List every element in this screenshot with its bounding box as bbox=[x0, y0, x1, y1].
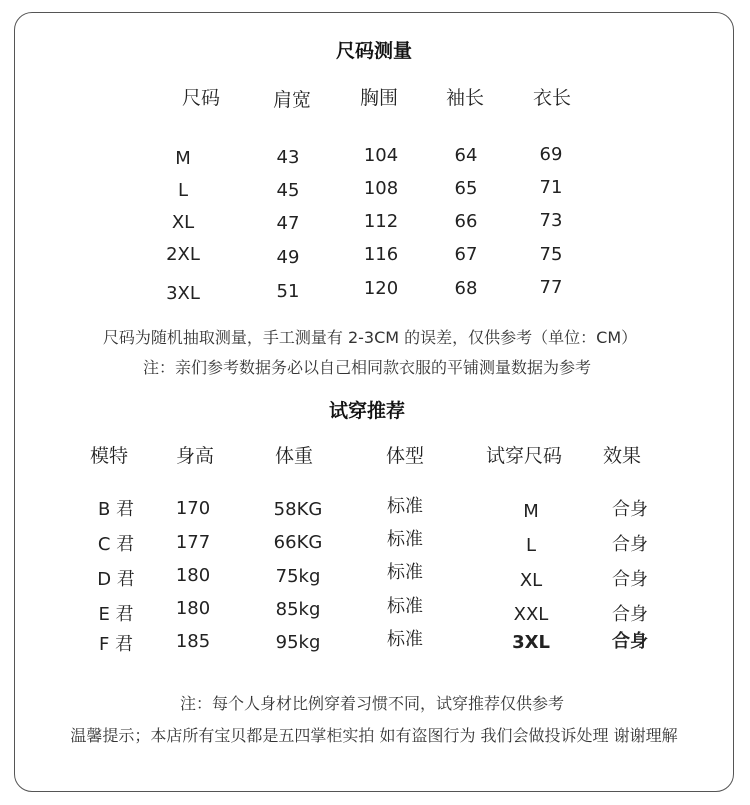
size-cell: 65 bbox=[454, 178, 478, 199]
size-cell: 3XL bbox=[166, 283, 200, 304]
size-cell: 71 bbox=[539, 177, 563, 198]
size-section-title: 尺码测量 bbox=[335, 40, 413, 62]
size-cell: 51 bbox=[276, 281, 300, 302]
size-header-length: 衣长 bbox=[532, 87, 572, 109]
size-cell: 67 bbox=[454, 244, 478, 265]
fit-cell: 标准 bbox=[387, 496, 423, 517]
size-cell: 43 bbox=[276, 147, 300, 168]
fit-cell: XXL bbox=[513, 604, 549, 625]
size-cell: 120 bbox=[363, 278, 399, 299]
size-cell: 75 bbox=[539, 244, 563, 265]
fit-cell: 3XL bbox=[512, 632, 550, 653]
size-header-chest: 胸围 bbox=[359, 87, 399, 109]
fit-cell: B 君 bbox=[97, 499, 135, 520]
fit-header-model: 模特 bbox=[89, 445, 129, 467]
size-cell: 66 bbox=[454, 211, 478, 232]
size-cell: 45 bbox=[276, 180, 300, 201]
fit-cell: 58KG bbox=[273, 499, 323, 520]
size-cell: 47 bbox=[276, 213, 300, 234]
fit-cell: 85kg bbox=[275, 599, 321, 620]
fit-cell: 合身 bbox=[612, 631, 648, 652]
fit-cell: 180 bbox=[175, 565, 211, 586]
size-cell: 108 bbox=[363, 178, 399, 199]
size-cell: 112 bbox=[363, 211, 399, 232]
size-cell: XL bbox=[171, 212, 195, 233]
size-cell: 68 bbox=[454, 278, 478, 299]
fit-header-body-type: 体型 bbox=[385, 445, 425, 467]
fit-cell: 合身 bbox=[612, 604, 648, 625]
fit-cell: 标准 bbox=[387, 596, 423, 617]
fit-cell: 标准 bbox=[387, 629, 423, 650]
fit-header-weight: 体重 bbox=[274, 445, 314, 467]
fit-cell: M bbox=[523, 501, 539, 522]
size-cell: 2XL bbox=[166, 244, 200, 265]
fit-header-size: 试穿尺码 bbox=[485, 445, 563, 467]
size-header-size: 尺码 bbox=[181, 87, 221, 109]
fit-header-height: 身高 bbox=[175, 445, 215, 467]
fit-cell: D 君 bbox=[97, 569, 135, 590]
fit-cell: 合身 bbox=[612, 569, 648, 590]
fit-cell: 标准 bbox=[387, 562, 423, 583]
fit-disclaimer-note: 注：每个人身材比例穿着习惯不同，试穿推荐仅供参考 bbox=[179, 694, 565, 713]
fit-cell: 185 bbox=[175, 631, 211, 652]
fit-cell: 180 bbox=[175, 598, 211, 619]
size-cell: 49 bbox=[276, 247, 300, 268]
fit-cell: 177 bbox=[175, 532, 211, 553]
fit-cell: 合身 bbox=[612, 534, 648, 555]
size-cell: 73 bbox=[539, 210, 563, 231]
fit-cell: C 君 bbox=[97, 534, 135, 555]
fit-cell: 75kg bbox=[275, 566, 321, 587]
fit-cell: XL bbox=[519, 570, 543, 591]
measurement-reference-note: 注：亲们参考数据务必以自己相同款衣服的平铺测量数据为参考 bbox=[142, 358, 592, 377]
fit-cell: 170 bbox=[175, 498, 211, 519]
size-cell: 64 bbox=[454, 145, 478, 166]
size-cell: 104 bbox=[363, 145, 399, 166]
fit-cell: 标准 bbox=[387, 529, 423, 550]
shop-notice: 温馨提示；本店所有宝贝都是五四掌柜实拍 如有盗图行为 我们会做投诉处理 谢谢理解 bbox=[70, 726, 678, 745]
size-cell: M bbox=[175, 148, 191, 169]
fit-cell: E 君 bbox=[98, 604, 134, 625]
fit-cell: 95kg bbox=[275, 632, 321, 653]
measurement-error-note: 尺码为随机抽取测量，手工测量有 2-3CM 的误差，仅供参考（单位：CM） bbox=[102, 328, 638, 347]
fit-section-title: 试穿推荐 bbox=[328, 400, 406, 422]
fit-cell: L bbox=[525, 535, 537, 556]
size-cell: L bbox=[177, 180, 189, 201]
fit-cell: 66KG bbox=[273, 532, 323, 553]
size-cell: 69 bbox=[539, 144, 563, 165]
size-header-sleeve: 袖长 bbox=[445, 87, 485, 109]
fit-header-effect: 效果 bbox=[602, 445, 642, 467]
size-header-shoulder: 肩宽 bbox=[272, 89, 312, 111]
fit-cell: F 君 bbox=[98, 634, 134, 655]
fit-cell: 合身 bbox=[612, 499, 648, 520]
size-cell: 116 bbox=[363, 244, 399, 265]
size-cell: 77 bbox=[539, 277, 563, 298]
